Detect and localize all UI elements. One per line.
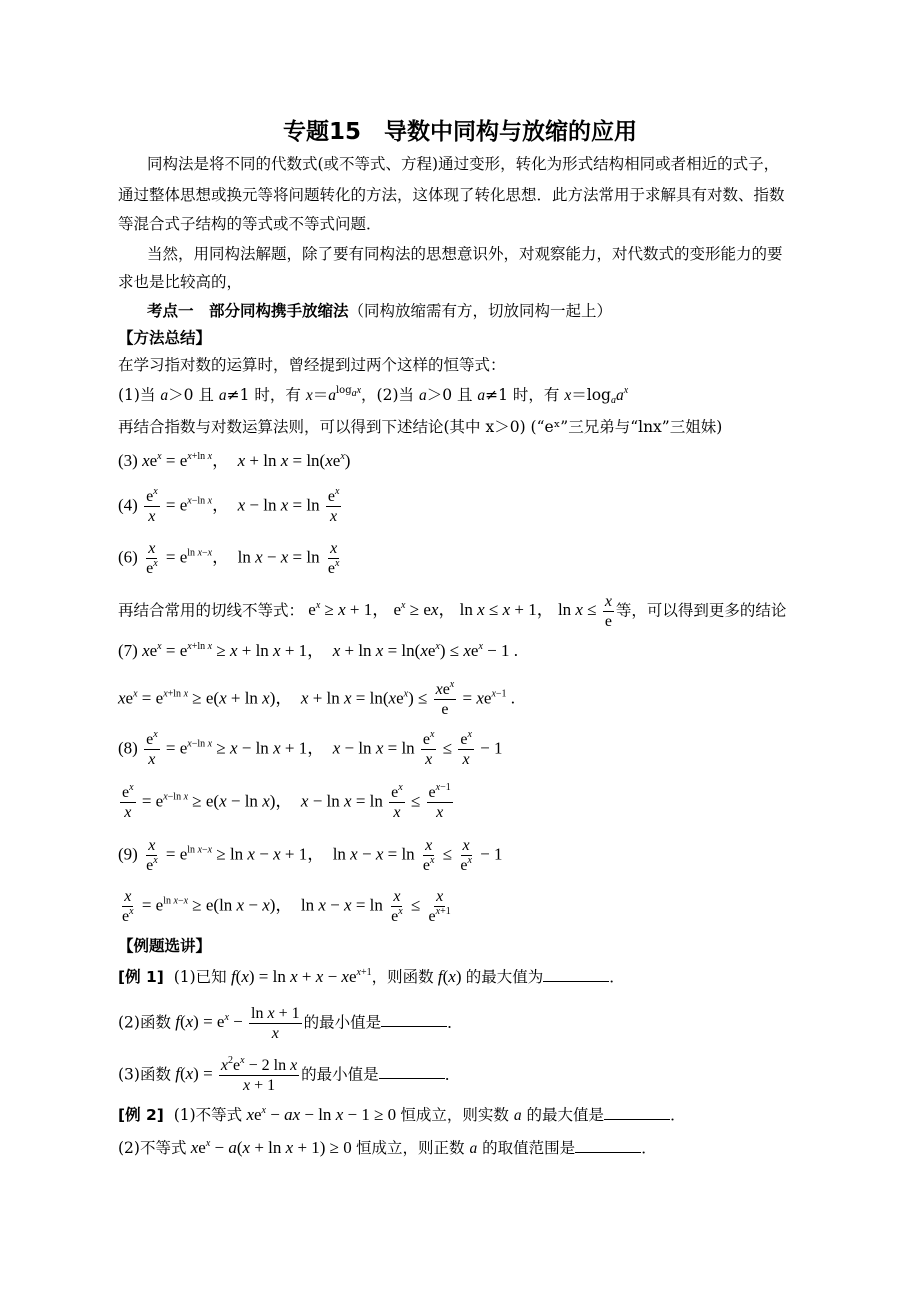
formula-8b: $\frac{e^x}{x}$ = $e^{x-ln x} \ge e(x - \ln x)$， x − ln x = ln $\frac{e^x}{x}$ ≤ $\frac{e^{x-1}}{x}$: [122, 782, 451, 821]
example-2-q2: (2)不等式 $xe^x - a(x + \ln x + 1) \ge 0$ 恒成立，则正数 a 的取值范围是 ．: [118, 1138, 657, 1157]
formula-8a: (8) $\frac{e^x}{x}$ = $e^{x-ln x} \ge x - \ln x + 1$， x − ln x = ln $\frac{e^x}{x}$ ≤ $\frac{e^x}{x}$ − 1: [118, 729, 503, 768]
tangent-text: 再结合常用的切线不等式：: [118, 601, 305, 620]
text: ．: [447, 1013, 463, 1032]
intro-line-2: 通过整体思想或换元等将问题转化的方法，这体现了转化思想．此方法常用于求解具有对数、指数: [118, 186, 785, 204]
var-a: a: [469, 1140, 478, 1157]
formula-4: (4) $\frac{e^x}{x}$ = $e^{x-ln x}$， x − ln x = ln $\frac{e^x}{x}$: [118, 486, 340, 525]
example-1-q3: (3)函数 f(x) = $\frac{x^2e^x - 2 \ln x}{x + 1}$ 的最小值是 ．: [118, 1055, 461, 1094]
tangent-line: 再结合常用的切线不等式： $e^x \ge x + 1$， $e^x$ ≥ ex， ln x ≤ x + 1， ln x ≤ $\frac{x}{e}$ 等，可以得到更多的结论: [118, 593, 787, 630]
answer-blank: [543, 967, 609, 982]
text: 的最小值是: [301, 1065, 379, 1084]
method-line-1: 在学习指对数的运算时，曾经提到过两个这样的恒等式：: [118, 356, 506, 374]
section-note: （同构放缩需有方，切放同构一起上）: [348, 302, 613, 320]
formula-9a: (9) $\frac{x}{e^x}$ = $e^{ln x-x} \ge \ln x - x + 1$， ln x − x = ln $\frac{x}{e^x}$ ≤ $\frac{x}{e^x}$ − 1: [118, 837, 503, 874]
text: ．: [670, 1106, 686, 1124]
identity-line: (1)当 a＞0 且 a≠1 时，有 $x=a^{log_ax}$，(2)当 a＞0 且 a≠1 时，有 $x=\log_aa^x$: [118, 385, 629, 406]
text: 的取值范围是: [482, 1139, 576, 1157]
text: ．: [444, 1065, 461, 1084]
example-2-label: [例 2]: [118, 1106, 164, 1124]
example-1-label: [例 1]: [118, 968, 164, 986]
formula-3: (3) $xe^x = e^{x+ln x}$， $x + \ln x = \ln(xe^x)$: [118, 451, 351, 470]
method-line-2: 再结合指数与对数运算法则，可以得到下述结论(其中 x＞0) (“eˣ”三兄弟与“lnx”三姐妹): [118, 418, 723, 436]
text: ．: [609, 968, 625, 986]
answer-blank: [575, 1138, 641, 1153]
tangent-text-end: 等，可以得到更多的结论: [615, 601, 787, 620]
page-title: 专题15 导数中同构与放缩的应用: [282, 119, 637, 145]
text: 的最小值是: [303, 1013, 382, 1032]
text: 的最大值为: [465, 968, 544, 986]
text: ，则函数: [371, 968, 434, 986]
answer-blank: [604, 1105, 670, 1120]
example-1-q2: (2)函数 $f(x) = e^x$ − $\frac{\text{ln x + 1}}{x}$ 的最小值是 ．: [118, 1005, 463, 1042]
text: (2)不等式: [118, 1139, 187, 1157]
intro-line-1: 同构法是将不同的代数式(或不等式、方程)通过变形，转化为形式结构相同或者相近的式子，: [147, 155, 780, 173]
text: (2)函数: [118, 1013, 171, 1032]
answer-blank: [379, 1064, 445, 1079]
formula-7b: $xe^x = e^{x+ln x} \ge e(x + \ln x)$， $x + \ln x = \ln(xe^x)$ ≤ $\frac{xe^x}{e}$ = $xe^{x-1}$ .: [118, 679, 516, 718]
formula-9b: $\frac{x}{e^x}$ = $e^{ln x-x} \ge e(\ln$ x − x)， ln x − x = ln $\frac{x}{e^x}$ ≤ $\frac{x}{e^{x+1}}$: [122, 888, 451, 925]
text: (1)不等式: [173, 1106, 243, 1124]
method-header: 【方法总结】: [118, 329, 212, 347]
example-1-q1: [例 1] (1)已知 $f(x) = \ln x + x - xe^{x+1}$，则函数 f(x) 的最大值为 ．: [118, 967, 625, 986]
formula-6: (6) $\frac{x}{e^x}$ = $e^{ln x-x}$， ln x − x = ln $\frac{x}{e^x}$: [118, 540, 340, 577]
text: 恒成立，则正数: [356, 1139, 465, 1157]
text: 的最大值是: [526, 1106, 605, 1124]
formula-7a: (7) $xe^x = e^{x+ln x} \ge x + \ln x + 1$， $x + \ln x = \ln(xe^x) \le xe^x - 1$ .: [118, 641, 519, 660]
example-header: 【例题选讲】: [118, 937, 212, 955]
section-heading: [147, 300, 612, 322]
var-a: a: [513, 1107, 522, 1124]
intro-line-5: 求也是比较高的，: [118, 273, 243, 291]
text: (3)函数: [118, 1065, 171, 1084]
text: (1)已知: [173, 968, 227, 986]
section-label: 考点一 部分同构携手放缩法: [147, 302, 349, 320]
text: ．: [641, 1139, 657, 1157]
text: 恒成立，则实数: [400, 1106, 509, 1124]
intro-line-3: 等混合式子结构的等式或不等式问题．: [118, 215, 382, 233]
example-2-q1: [例 2] (1)不等式 $xe^x$ − ax − ln x − 1 ≥ 0 恒成立，则实数 a 的最大值是 ．: [118, 1105, 686, 1124]
intro-line-4: 当然，用同构法解题，除了要有同构法的思想意识外，对观察能力，对代数式的变形能力的要: [147, 245, 783, 263]
answer-blank: [381, 1012, 447, 1027]
